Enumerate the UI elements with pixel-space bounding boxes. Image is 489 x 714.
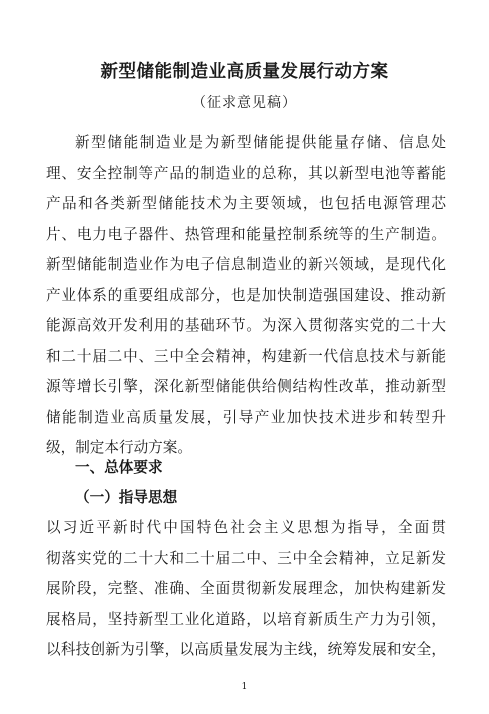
paragraph-line: 展格局，坚持新型工业化道路，以培育新质生产力为引领，: [46, 610, 446, 628]
paragraph-line: 理、安全控制等产品的制造业的总称，其以新型电池等蓄能: [46, 164, 446, 182]
paragraph-line: 产业体系的重要组成部分，也是加快制造强国建设、推动新: [46, 286, 446, 304]
section-heading: 一、总体要求: [75, 459, 163, 476]
paragraph-line: 能源高效开发利用的基础环节。为深入贯彻落实党的二十大: [46, 317, 446, 334]
paragraph-line: 以习近平新时代中国特色社会主义思想为指导，全面贯: [46, 519, 446, 536]
paragraph-line: 级，制定本行动方案。: [46, 439, 192, 456]
paragraph-line: 彻落实党的二十大和二十届二中、三中全会精神，立足新发: [46, 549, 446, 567]
guiding-ideology-paragraph: [46, 513, 446, 666]
intro-paragraph: [46, 128, 446, 464]
paragraph-line: 展阶段，完整、准确、全面贯彻新发展理念，加快构建新发: [46, 580, 446, 597]
paragraph-line: 以科技创新为引擎，以高质量发展为主线，统筹发展和安全，: [46, 641, 446, 658]
document-title: 新型储能制造业高质量发展行动方案: [100, 62, 389, 82]
paragraph-line: 源等增长引擎，深化新型储能供给侧结构性改革，推动新型: [46, 378, 446, 395]
paragraph-line: 和二十届二中、三中全会精神，构建新一代信息技术与新能: [46, 347, 446, 365]
paragraph-line: 片、电力电子器件、热管理和能量控制系统等的生产制造。: [46, 225, 446, 243]
paragraph-line: 储能制造业高质量发展，引导产业加快技术进步和转型升: [46, 408, 446, 426]
subsection-heading: （一）指导思想: [75, 489, 178, 506]
page-number: 1: [241, 682, 248, 692]
paragraph-line: 新型储能制造业作为电子信息制造业的新兴领域，是现代化: [46, 256, 446, 273]
paragraph-line: 产品和各类新型储能技术为主要领域，也包括电源管理芯: [46, 195, 446, 212]
paragraph-line: 新型储能制造业是为新型储能提供能量存储、信息处: [75, 134, 446, 151]
document-subtitle: （征求意见稿）: [192, 95, 297, 111]
